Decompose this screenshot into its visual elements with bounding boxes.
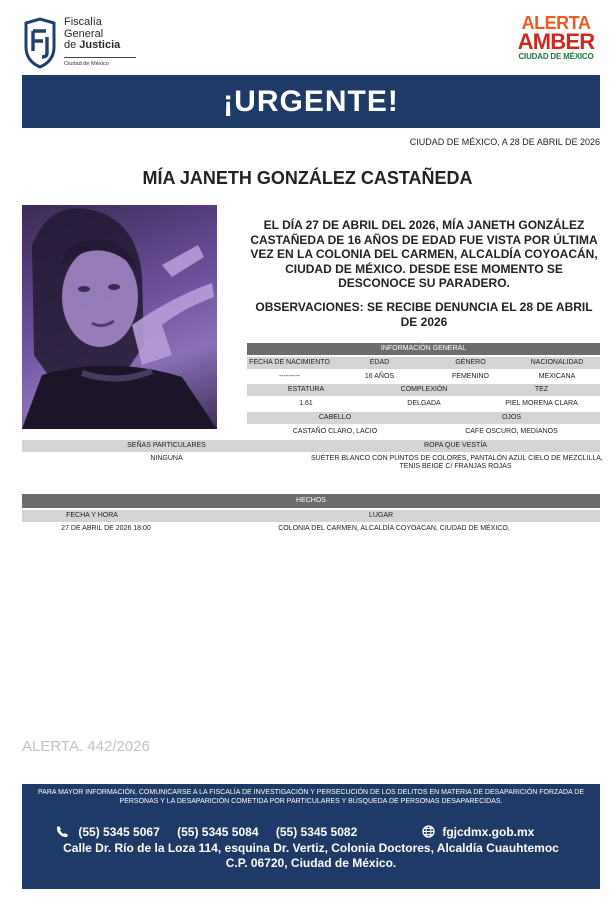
alerta-amber-logo (516, 14, 596, 70)
value-fecha-nacimiento: --------- (279, 373, 300, 380)
header-fecha-nacimiento: FECHA DE NACIMIENTO (249, 359, 330, 366)
value-ropa-line-2: TENIS BEIGE C/ FRANJAS ROJAS (399, 463, 512, 470)
logo-line-3: de Justicia (64, 39, 121, 51)
address-line-2: C.P. 06720, Ciudad de México. (225, 856, 397, 870)
value-estatura: 1.61 (299, 400, 313, 407)
value-genero: FEMENINO (452, 373, 489, 380)
value-nacionalidad: MEXICANA (538, 373, 576, 380)
value-cabello: CASTAÑO CLARO, LACIO (292, 428, 378, 435)
header-senas-particulares: SEÑAS PARTICULARES (127, 442, 206, 449)
header-lugar: LUGAR (368, 512, 394, 519)
hechos-value-row (22, 523, 600, 535)
logo-line-1: Fiscalía (64, 16, 102, 28)
header-nacionalidad: NACIONALIDAD (530, 359, 584, 366)
amber-logo-line-2: AMBER (517, 29, 595, 54)
case-description: EL DÍA 27 DE ABRIL DEL 2026, MÍA JANETH GONZÁLEZ CASTAÑEDA DE 16 AÑOS DE EDAD FUE VISTA POR ÚLTIMA VEZ EN LA COLONIA DEL CARMEN, ALCALDÍA COYOACÁN, CIUDAD DE MÉXICO. DESDE ESE MOMENTO SE DESCONOCE SU PARADERO. (250, 218, 598, 290)
general-info-value-row-2 (247, 398, 600, 410)
missing-person-photo (22, 205, 217, 429)
logo-subtitle: Ciudad de México (64, 61, 109, 67)
footer-info: PARA MAYOR INFORMACIÓN, COMUNICARSE A LA FISCALÍA DE INVESTIGACIÓN Y PERSECUCIÓN DE LOS DELITOS EN MATERIA DE DESAPARICIÓN FORZADA DE PERSONAS Y LA DESAPARICIÓN COMETIDA POR PARTICULARES Y BÚSQUEDA DE PERSONAS DESAPARECIDAS. (38, 789, 584, 805)
urgent-banner: ¡URGENTE! (22, 75, 600, 128)
missing-person-name: MÍA JANETH GONZÁLEZ CASTAÑEDA (142, 168, 473, 188)
fgj-logo-icon (22, 17, 58, 69)
phone-number-3[interactable]: (55) 5345 5082 (275, 825, 358, 840)
globe-icon (422, 825, 435, 841)
address-line-1: Calle Dr. Río de la Loza 114, esquina Dr. Vertiz, Colonia Doctores, Alcaldía Cuauhtemoc (63, 841, 559, 855)
value-complexion: DELGADA (407, 400, 441, 407)
particulars-header-row (22, 440, 600, 452)
particulars-value-row (22, 454, 603, 476)
amber-logo-line-3: CIUDAD DE MÉXICO (518, 52, 594, 61)
value-fecha-hora: 27 DE ABRIL DE 2026 18:00 (61, 525, 151, 532)
header-edad: EDAD (369, 359, 390, 366)
phone-number-1[interactable]: (55) 5345 5067 (78, 825, 160, 840)
general-info-header-row-1 (247, 357, 600, 369)
phone-number-2[interactable]: (55) 5345 5084 (177, 825, 259, 840)
header-ropa-que-vestia: ROPA QUE VESTÍA (424, 442, 487, 449)
amber-logo-line-1: ALERTA (521, 13, 591, 33)
footer-phones (56, 825, 371, 841)
value-ojos: CAFE OSCURO, MEDIANOS (465, 428, 558, 435)
value-senas-particulares: NINGUNA (150, 455, 183, 462)
document-date: CIUDAD DE MÉXICO, A 28 DE ABRIL DE 2026 (409, 137, 600, 147)
footer-address (22, 841, 600, 871)
general-info-header-row-2 (247, 384, 600, 396)
hechos-title: HECHOS (22, 494, 600, 508)
header-genero: GÉNERO (455, 359, 486, 366)
general-info-value-row-1 (247, 371, 600, 383)
logo-divider (64, 57, 136, 58)
fgj-logo-text (64, 17, 120, 52)
header-estatura: ESTATURA (287, 386, 325, 393)
header-fecha-hora: FECHA Y HORA (66, 512, 118, 519)
header-ojos: OJOS (501, 414, 522, 421)
header-complexion: COMPLEXIÓN (400, 386, 448, 393)
case-observations: OBSERVACIONES: SE RECIBE DENUNCIA EL 28 DE ABRIL DE 2026 (255, 300, 593, 329)
phone-icon (56, 825, 69, 841)
value-ropa-line-1: SUÉTER BLANCO CON PUNTOS DE COLORES, PANTALÓN AZUL CIELO DE MEZCLILLA, (311, 455, 603, 462)
footer-website (422, 825, 534, 841)
general-info-title: INFORMACIÓN GENERAL (247, 343, 600, 355)
logo-line-2: General (64, 27, 104, 40)
hechos-header-row (22, 510, 600, 522)
value-lugar: COLONIA DEL CARMEN, ALCALDÍA COYOACAN, CIUDAD DE MÉXICO, (278, 525, 510, 532)
header-tez: TEZ (534, 386, 549, 393)
general-info-value-row-3 (247, 426, 600, 438)
value-tez: PIEL MORENA CLARA (505, 400, 578, 407)
alert-number: ALERTA. 442/2026 (22, 738, 150, 755)
contact-footer (22, 784, 600, 889)
value-edad: 16 AÑOS (364, 373, 395, 380)
website-link[interactable]: fgjcdmx.gob.mx (442, 825, 535, 840)
general-info-header-row-3 (247, 412, 600, 424)
fgj-logo (22, 15, 142, 71)
header-cabello: CABELLO (318, 414, 352, 421)
